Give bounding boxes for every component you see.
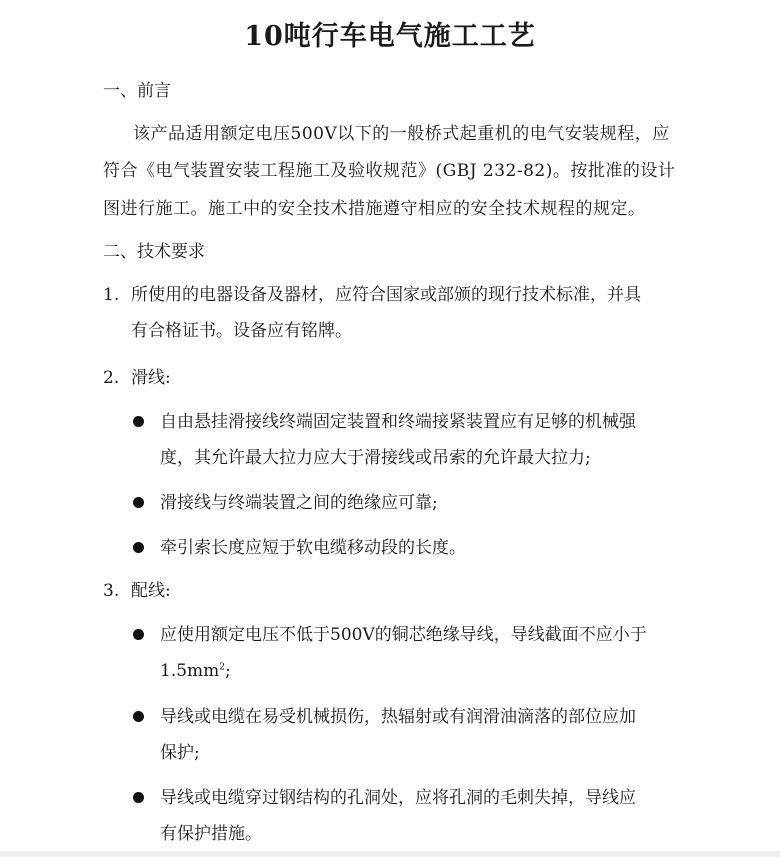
bullet-text: 导线或电缆穿过钢结构的孔洞处，应将孔洞的毛刺失掉，导线应 bbox=[160, 788, 636, 808]
wire-size-value: 1.5mm bbox=[160, 661, 220, 681]
item-2-label: 滑线: bbox=[131, 368, 171, 388]
bullet-icon bbox=[133, 497, 144, 508]
bullet-icon bbox=[133, 792, 144, 803]
bullet-text: 牵引索长度应短于软电缆移动段的长度。 bbox=[160, 538, 466, 558]
bullet-text: 自由悬挂滑接线终端固定装置和终端接紧装置应有足够的机械强 bbox=[160, 412, 636, 432]
bullet-text: 保护; bbox=[160, 743, 200, 763]
preface-line-2: 符合《电气装置安装工程施工及验收规范》(GBJ 232-82)。按批准的设计 bbox=[103, 161, 676, 181]
section-heading-preface: 一、前言 bbox=[103, 81, 171, 101]
bullet-icon bbox=[133, 711, 144, 722]
bullet-text: 导线或电缆在易受机械损伤，热辐射或有润滑油滴落的部位应加 bbox=[160, 707, 636, 727]
page-bottom-edge bbox=[0, 851, 780, 857]
item-number: 1. bbox=[103, 285, 120, 305]
document-title: 10吨行车电气施工工艺 bbox=[244, 21, 536, 52]
bullet-text: 应使用额定电压不低于500V的铜芯绝缘导线，导线截面不应小于 bbox=[160, 625, 647, 645]
bullet-icon bbox=[133, 542, 144, 553]
item-number: 2. bbox=[103, 368, 120, 388]
bullet-icon bbox=[133, 629, 144, 640]
line-suffix: ; bbox=[225, 661, 231, 681]
item-3-label: 配线: bbox=[131, 581, 171, 601]
bullet-text-wire-size bbox=[160, 660, 231, 682]
bullet-text: 度，其允许最大拉力应大于滑接线或吊索的允许最大拉力; bbox=[160, 448, 591, 468]
preface-line-3: 图进行施工。施工中的安全技术措施遵守相应的安全技术规程的规定。 bbox=[103, 199, 646, 219]
item-1-line-1: 所使用的电器设备及器材，应符合国家或部颁的现行技术标准，并具 bbox=[131, 285, 641, 305]
bullet-text: 滑接线与终端装置之间的绝缘应可靠; bbox=[160, 493, 438, 513]
preface-line-1: 该产品适用额定电压500V以下的一般桥式起重机的电气安装规程，应 bbox=[133, 124, 670, 144]
bullet-icon bbox=[133, 416, 144, 427]
superscript: 2 bbox=[219, 662, 226, 673]
bullet-text: 有保护措施。 bbox=[160, 824, 262, 844]
item-number: 3. bbox=[103, 581, 120, 601]
section-heading-requirements: 二、技术要求 bbox=[103, 242, 205, 262]
item-1-line-2: 有合格证书。设备应有铭牌。 bbox=[131, 321, 352, 341]
